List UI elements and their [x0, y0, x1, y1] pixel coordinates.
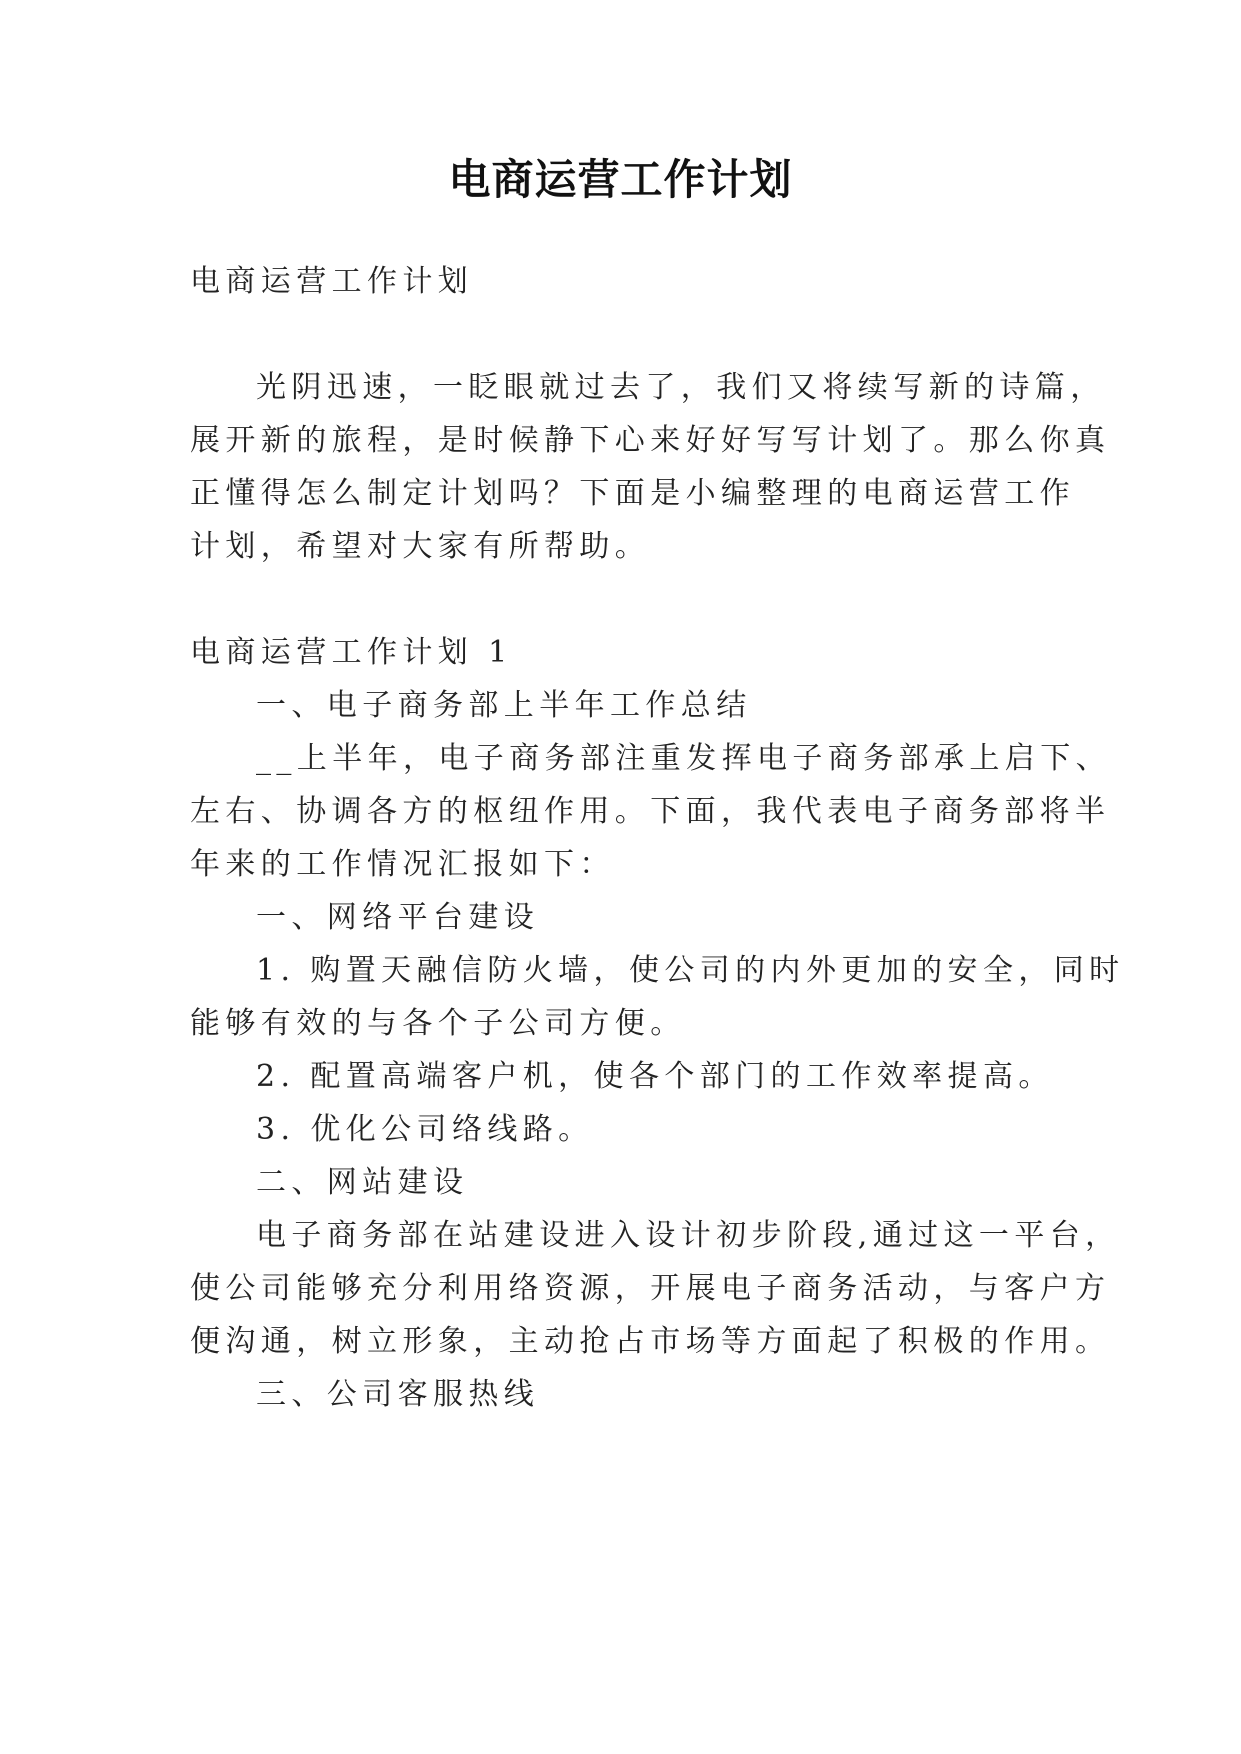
summary-line-3: 年来的工作情况汇报如下： [190, 847, 615, 882]
subtitle: 电商运营工作计划 [190, 264, 474, 299]
network-item-1-line-2: 能够有效的与各个子公司方便。 [190, 1006, 686, 1041]
website-heading: 二、网站建设 [256, 1165, 469, 1200]
website-line-1: 电子商务部在站建设进入设计初步阶段,通过这一平台， [256, 1218, 1121, 1253]
network-heading: 一、网络平台建设 [256, 900, 540, 935]
hotline-heading: 三、公司客服热线 [256, 1377, 540, 1412]
summary-line-2: 左右、协调各方的枢纽作用。下面，我代表电子商务部将半 [190, 794, 1111, 829]
network-item-2: 2. 配置高端客户机，使各个部门的工作效率提高。 [256, 1059, 1054, 1094]
section-heading-1: 电商运营工作计划 1 [190, 635, 513, 670]
document-title: 电商运营工作计划 [448, 155, 793, 204]
website-line-2: 使公司能够充分利用络资源，开展电子商务活动，与客户方 [190, 1271, 1111, 1306]
intro-line-4: 计划，希望对大家有所帮助。 [190, 529, 651, 564]
website-line-3: 便沟通，树立形象，主动抢占市场等方面起了积极的作用。 [190, 1324, 1111, 1359]
summary-line-1: __上半年，电子商务部注重发挥电子商务部承上启下、 [256, 741, 1111, 776]
network-item-1-line-1: 1. 购置天融信防火墙，使公司的内外更加的安全，同时 [256, 953, 1125, 988]
network-item-3: 3. 优化公司络线路。 [256, 1112, 594, 1147]
intro-line-3: 正懂得怎么制定计划吗？下面是小编整理的电商运营工作 [190, 476, 1075, 511]
summary-heading: 一、电子商务部上半年工作总结 [256, 688, 752, 723]
intro-line-1: 光阴迅速，一眨眼就过去了，我们又将续写新的诗篇， [256, 370, 1106, 405]
intro-line-2: 展开新的旅程，是时候静下心来好好写写计划了。那么你真 [190, 423, 1111, 458]
